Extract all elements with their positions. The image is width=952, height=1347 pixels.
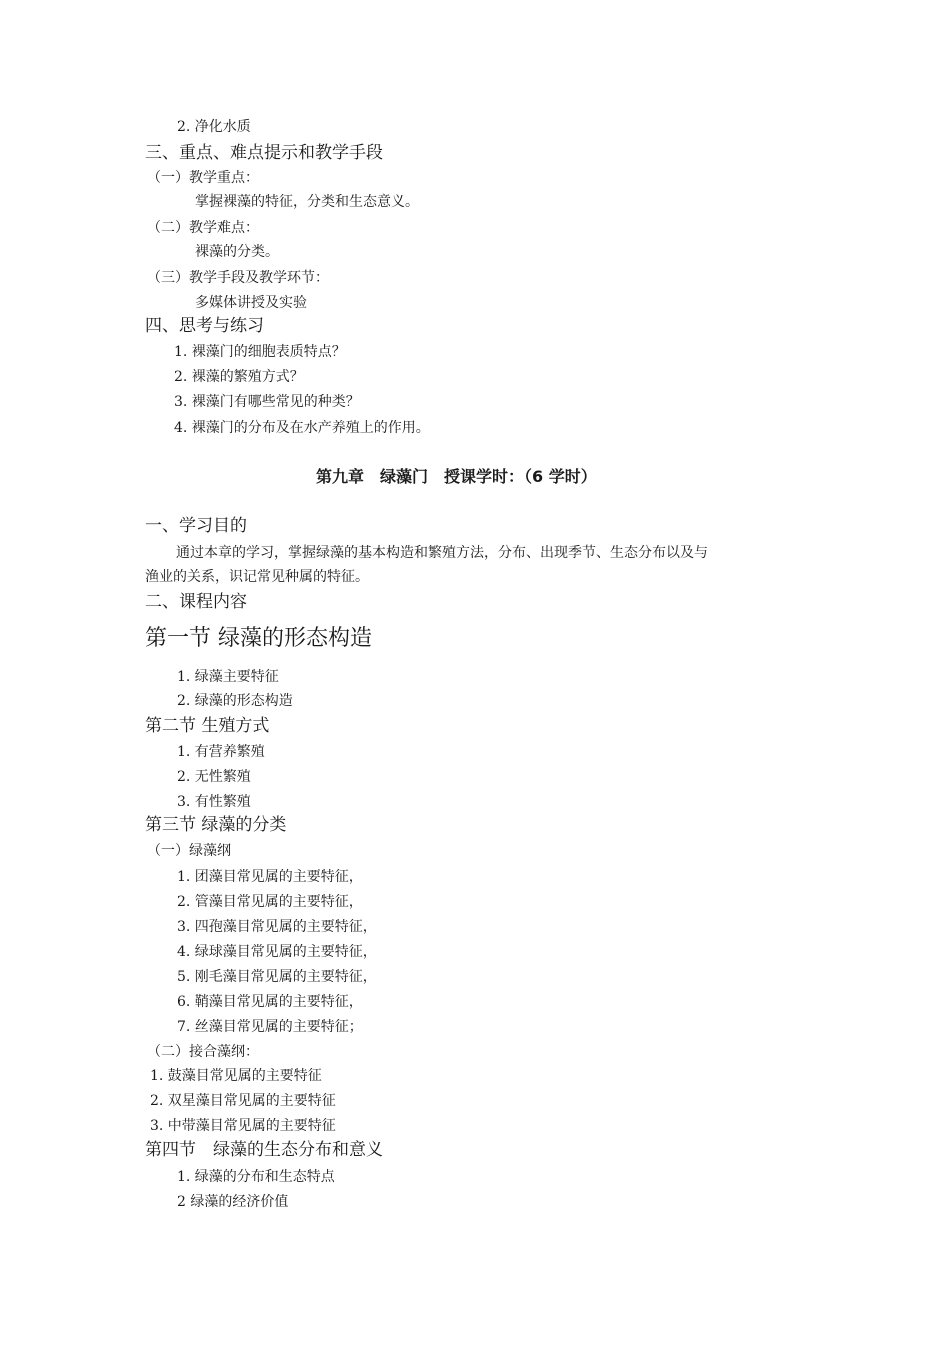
list-item: 4. 绿球藻目常见属的主要特征，: [177, 944, 377, 960]
section-title: 第一节 绿藻的形态构造: [145, 626, 372, 651]
list-item: 1. 鼓藻目常见属的主要特征: [150, 1068, 322, 1084]
section-heading: 一、学习目的: [145, 516, 247, 536]
list-item: 2. 双星藻目常见属的主要特征: [150, 1093, 336, 1109]
list-item: 1. 有营养繁殖: [177, 744, 265, 760]
sub-heading: （三）教学手段及教学环节：: [147, 270, 329, 286]
section-title: 第四节 绿藻的生态分布和意义: [145, 1140, 383, 1160]
list-item: 1. 裸藻门的细胞表质特点？: [174, 344, 346, 360]
list-item: 2. 绿藻的形态构造: [177, 693, 293, 709]
sub-heading: （一）绿藻纲: [147, 843, 231, 859]
paragraph: 裸藻的分类。: [195, 244, 279, 260]
list-item: 1. 绿藻主要特征: [177, 669, 279, 685]
sub-heading: （二）接合藻纲：: [147, 1044, 259, 1060]
list-item: 2. 管藻目常见属的主要特征，: [177, 894, 363, 910]
paragraph: 掌握裸藻的特征，分类和生态意义。: [195, 194, 419, 210]
paragraph: 通过本章的学习，掌握绿藻的基本构造和繁殖方法，分布、出现季节、生态分布以及与: [176, 545, 708, 561]
paragraph: 多媒体讲授及实验: [195, 295, 307, 311]
section-title: 第二节 生殖方式: [145, 716, 270, 736]
list-item: 2. 裸藻的繁殖方式？: [174, 369, 304, 385]
list-item: 3. 有性繁殖: [177, 794, 251, 810]
section-heading: 二、课程内容: [145, 592, 247, 612]
list-item: 3. 裸藻门有哪些常见的种类？: [174, 394, 360, 410]
list-item: 1. 团藻目常见属的主要特征，: [177, 869, 363, 885]
section-title: 第三节 绿藻的分类: [145, 815, 287, 835]
list-item: 1. 绿藻的分布和生态特点: [177, 1169, 335, 1185]
list-item: 7. 丝藻目常见属的主要特征；: [177, 1019, 363, 1035]
section-heading: 三、重点、难点提示和教学手段: [145, 143, 383, 163]
list-item: 3. 中带藻目常见属的主要特征: [150, 1118, 336, 1134]
section-heading: 四、思考与练习: [145, 316, 264, 336]
paragraph: 渔业的关系，识记常见种属的特征。: [145, 569, 369, 585]
sub-heading: （二）教学难点：: [147, 220, 259, 236]
sub-heading: （一）教学重点：: [147, 170, 259, 186]
list-item: 2. 净化水质: [177, 119, 251, 135]
list-item: 3. 四孢藻目常见属的主要特征，: [177, 919, 377, 935]
list-item: 4. 裸藻门的分布及在水产养殖上的作用。: [174, 420, 430, 436]
list-item: 5. 刚毛藻目常见属的主要特征，: [177, 969, 377, 985]
list-item: 2. 无性繁殖: [177, 769, 251, 785]
list-item: 6. 鞘藻目常见属的主要特征，: [177, 994, 363, 1010]
chapter-title: 第九章 绿藻门 授课学时：（6 学时）: [316, 467, 597, 486]
list-item: 2 绿藻的经济价值: [177, 1194, 289, 1210]
